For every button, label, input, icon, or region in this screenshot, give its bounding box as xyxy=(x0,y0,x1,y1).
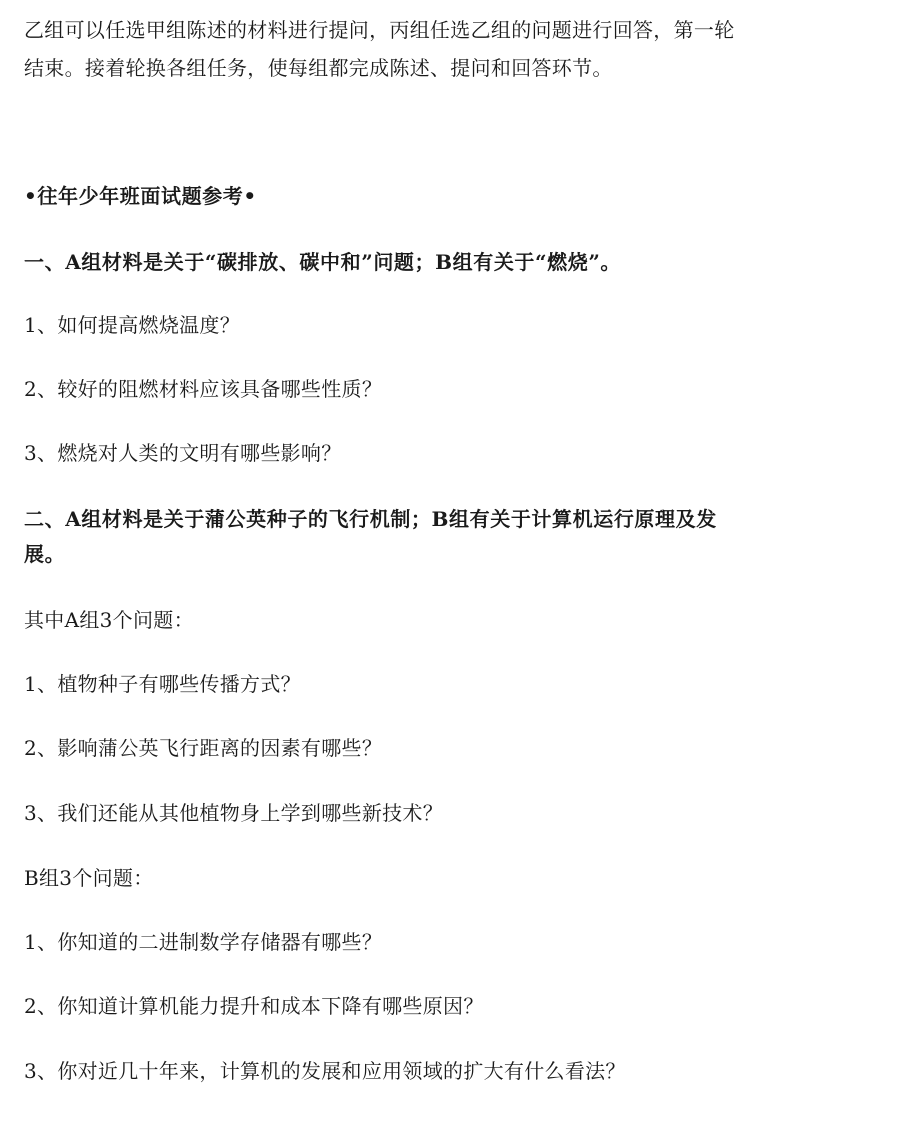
section-heading: •往年少年班面试题参考• xyxy=(24,184,257,208)
intro-paragraph-line-1: 乙组可以任选甲组陈述的材料进行提问，丙组任选乙组的问题进行回答，第一轮 xyxy=(24,18,735,42)
group-b-question: 1、你知道的二进制数学存储器有哪些？ xyxy=(24,930,383,954)
part1-title: 一、A组材料是关于“碳排放、碳中和”问题；B组有关于“燃烧”。 xyxy=(24,250,622,274)
group-b-question: 3、你对近几十年来，计算机的发展和应用领域的扩大有什么看法？ xyxy=(24,1059,626,1083)
part1-question: 2、较好的阻燃材料应该具备哪些性质？ xyxy=(24,377,383,401)
part2-title-line-2: 展。 xyxy=(24,542,66,566)
group-b-question: 2、你知道计算机能力提升和成本下降有哪些原因？ xyxy=(24,994,484,1018)
intro-paragraph-line-2: 结束。接着轮换各组任务，使每组都完成陈述、提问和回答环节。 xyxy=(24,56,613,80)
group-a-question: 3、我们还能从其他植物身上学到哪些新技术？ xyxy=(24,801,444,825)
group-b-label: B组3个问题： xyxy=(24,866,154,890)
part1-question: 1、如何提高燃烧温度？ xyxy=(24,313,241,337)
group-a-question: 2、影响蒲公英飞行距离的因素有哪些？ xyxy=(24,736,383,760)
part1-question: 3、燃烧对人类的文明有哪些影响？ xyxy=(24,441,342,465)
group-a-label: 其中A组3个问题： xyxy=(24,608,194,632)
group-a-question: 1、植物种子有哪些传播方式？ xyxy=(24,672,301,696)
part2-title-line-1: 二、A组材料是关于蒲公英种子的飞行机制；B组有关于计算机运行原理及发 xyxy=(24,507,717,531)
